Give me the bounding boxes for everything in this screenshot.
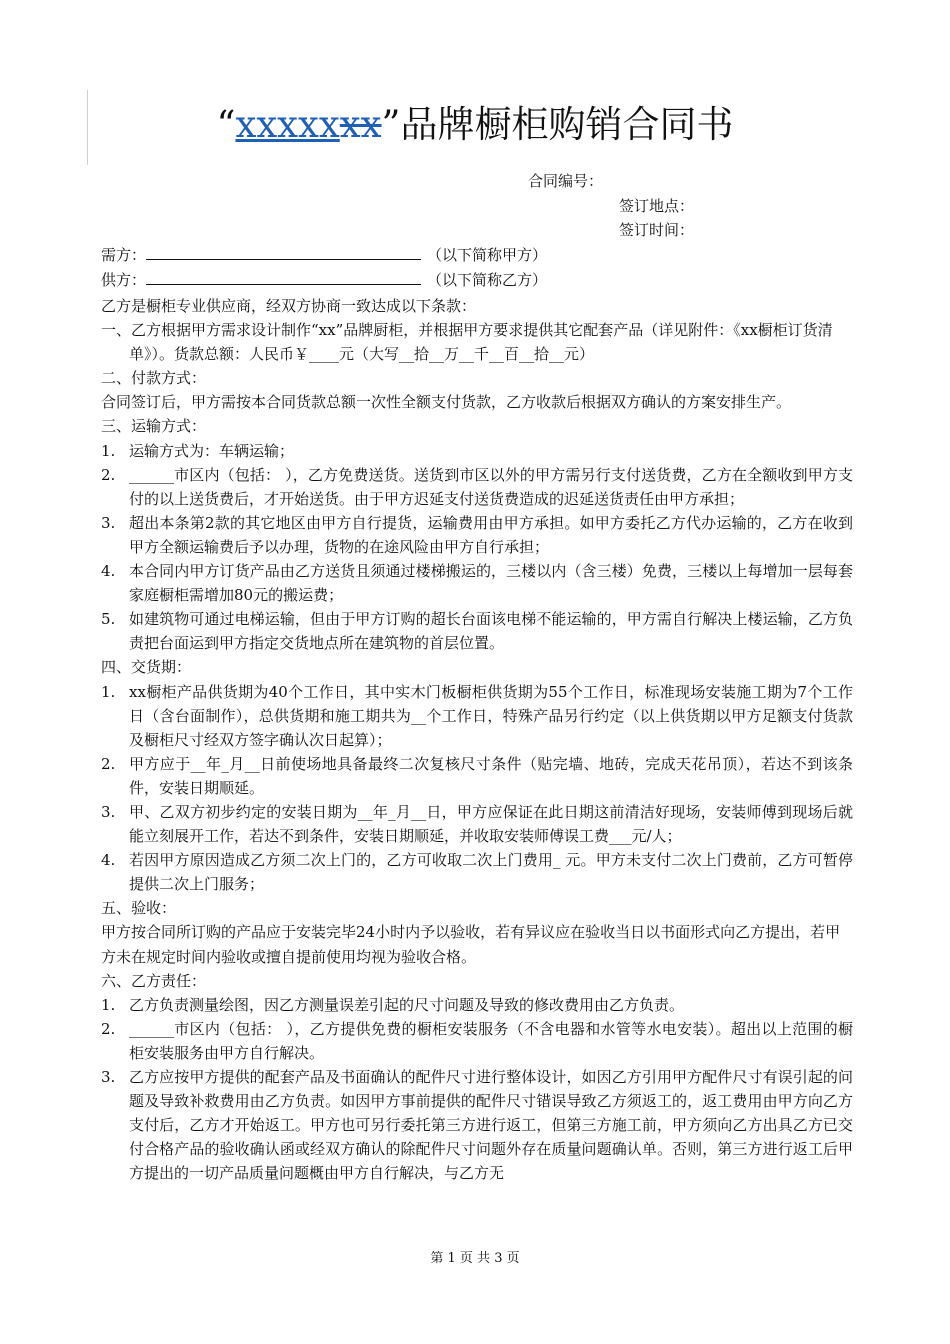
list-text: 如建筑物可通过电梯运输，但由于甲方订购的超长台面该电梯不能运输的，甲方需自行解决上楼运输，乙方负责把台面运到甲方指定交货地点所在建筑物的首层位置。	[129, 610, 853, 653]
list-text: ______市区内（包括： ），乙方提供免费的橱柜安装服务（不含电器和水管等水电安装）。超出以上范围的橱柜安装服务由甲方自行解决。	[129, 1019, 853, 1062]
supplier-note: （以下简称乙方）	[427, 271, 548, 289]
supplier-row	[101, 269, 547, 290]
buyer-label: 需方：	[101, 246, 147, 264]
section-heading: 三、运输方式：	[101, 417, 207, 436]
clause-1: 一、乙方根据甲方需求设计制作“xx”品牌厨柜，并根据甲方要求提供其它配套产品（详见附件：《xx橱柜订货清单》）。货款总额：人民币￥____元（大写__拾__万__千__百__拾__元）	[101, 321, 833, 364]
list-number: 4.	[101, 851, 116, 870]
list-item	[101, 993, 853, 1017]
list-number: 4.	[101, 562, 116, 581]
list-item	[101, 800, 853, 848]
list-number: 5.	[101, 610, 116, 629]
tracked-insertion: xxxxx	[235, 103, 340, 146]
close-quote: ”	[381, 103, 401, 146]
section-heading: 二、付款方式：	[101, 369, 207, 388]
sign-place-label: 签订地点：	[619, 197, 695, 215]
list-text: 超出本条第2款的其它地区由甲方自行提货，运输费用由甲方承担。如甲方委托乙方代办运输的，乙方在收到甲方全额运输费后予以办理，货物的在途风险由甲方自行承担；	[129, 513, 853, 556]
contract-body	[101, 294, 853, 1185]
supplier-blank	[146, 271, 421, 285]
list-text: 甲、乙双方初步约定的安装日期为__年_月__日，甲方应保证在此日期这前清洁好现场，安装师傅到现场后就能立刻展开工作，若达不到条件，安装日期顺延，并收取安装师傅误工费___元/人；	[129, 802, 853, 846]
list-item	[101, 1017, 853, 1065]
section-text: 甲方按合同所订购的产品应于安装完毕24小时内予以验收，若有异议应在验收当日以书面形式向乙方提出，若甲方未在规定时间内验收或擅自提前使用均视为验收合格。	[101, 923, 841, 966]
list-text: 乙方负责测量绘图，因乙方测量误差引起的尺寸问题及导致的修改费用由乙方负责。	[129, 995, 685, 1014]
list-number: 3.	[101, 1068, 116, 1086]
section-heading: 六、乙方责任：	[101, 971, 207, 990]
intro-text: 乙方是橱柜专业供应商，经双方协商一致达成以下条款：	[101, 297, 477, 315]
list-number: 3.	[101, 802, 116, 821]
list-item	[101, 1065, 853, 1185]
list-number: 2.	[101, 465, 116, 484]
list-text: 运输方式为：车辆运输；	[129, 441, 295, 460]
section-text: 合同签订后，甲方需按本合同货款总额一次性全额支付货款，乙方收款后根据双方确认的方案安排生产。	[101, 393, 792, 412]
list-item	[101, 511, 853, 559]
list-number: 1.	[101, 441, 116, 460]
list-text: 甲方应于__年_月__日前使场地具备最终二次复核尺寸条件（贴完墙、地砖，完成天花吊顶），若达不到该条件，安装日期顺延。	[129, 754, 853, 797]
page-title	[0, 100, 950, 150]
list-item	[101, 463, 853, 511]
supplier-label: 供方：	[101, 271, 147, 289]
list-number: 3.	[101, 513, 116, 532]
section-heading: 五、验收：	[101, 899, 177, 918]
list-number: 2.	[101, 754, 116, 773]
section-heading: 四、交货期：	[101, 658, 192, 677]
list-item	[101, 752, 853, 800]
contract-number-label: 合同编号：	[528, 172, 604, 190]
list-text: 本合同内甲方订货产品由乙方送货且须通过楼梯搬运的，三楼以内（含三楼）免费，三楼以上每增加一层每套家庭橱柜需增加80元的搬运费；	[129, 562, 853, 605]
list-text: 若因甲方原因造成乙方须二次上门的，乙方可收取二次上门费用_ 元。甲方未支付二次上门费前，乙方可暂停提供二次上门服务；	[129, 851, 853, 894]
list-text: ______市区内（包括： ），乙方免费送货。送货到市区以外的甲方需另行支付送货费，乙方在全额收到甲方支付的以上送货费后，才开始送货。由于甲方迟延支付送货费造成的迟延送货责任由甲方承担；	[129, 465, 853, 508]
list-text: xx橱柜产品供货期为40个工作日，其中实木门板橱柜供货期为55个工作日，标准现场安装施工期为7个工作日（含台面制作），总供货期和施工期共为__个工作日，特殊产品另行约定（以上供货期以甲方足额支付货款及橱柜尺寸经双方签字确认次日起算）；	[129, 682, 853, 749]
list-item	[101, 680, 853, 752]
list-number: 1.	[101, 995, 116, 1014]
list-text: 乙方应按甲方提供的配套产品及书面确认的配件尺寸进行整体设计，如因乙方引用甲方配件尺寸有误引起的问题及导致补救费用由乙方负责。如因甲方事前提供的配件尺寸错误导致乙方须返工的，返工费用由甲方向乙方支付后，乙方才开始返工。甲方也可另行委托第三方进行返工，但第三方施工前，甲方须向乙方出具乙方已交付合格产品的验收确认函或经双方确认的除配件尺寸问题外存在质量问题确认单。否则，第三方进行返工后甲方提出的一切产品质量问题概由甲方自行解决，与乙方无	[129, 1068, 853, 1183]
buyer-row	[101, 244, 547, 265]
sign-time-label: 签订时间：	[619, 221, 695, 239]
list-item	[101, 848, 853, 896]
list-item	[101, 439, 853, 463]
list-number: 2.	[101, 1019, 116, 1038]
buyer-blank	[146, 246, 421, 260]
buyer-note: （以下简称甲方）	[427, 246, 548, 264]
page-footer: 第 1 页 共 3 页	[430, 1251, 520, 1266]
tracked-deletion: xx	[339, 103, 382, 146]
title-text: 品牌橱柜购销合同书	[400, 103, 734, 146]
list-item	[101, 607, 853, 655]
list-item	[101, 559, 853, 607]
open-quote: “	[216, 103, 236, 146]
list-number: 1.	[101, 682, 116, 701]
